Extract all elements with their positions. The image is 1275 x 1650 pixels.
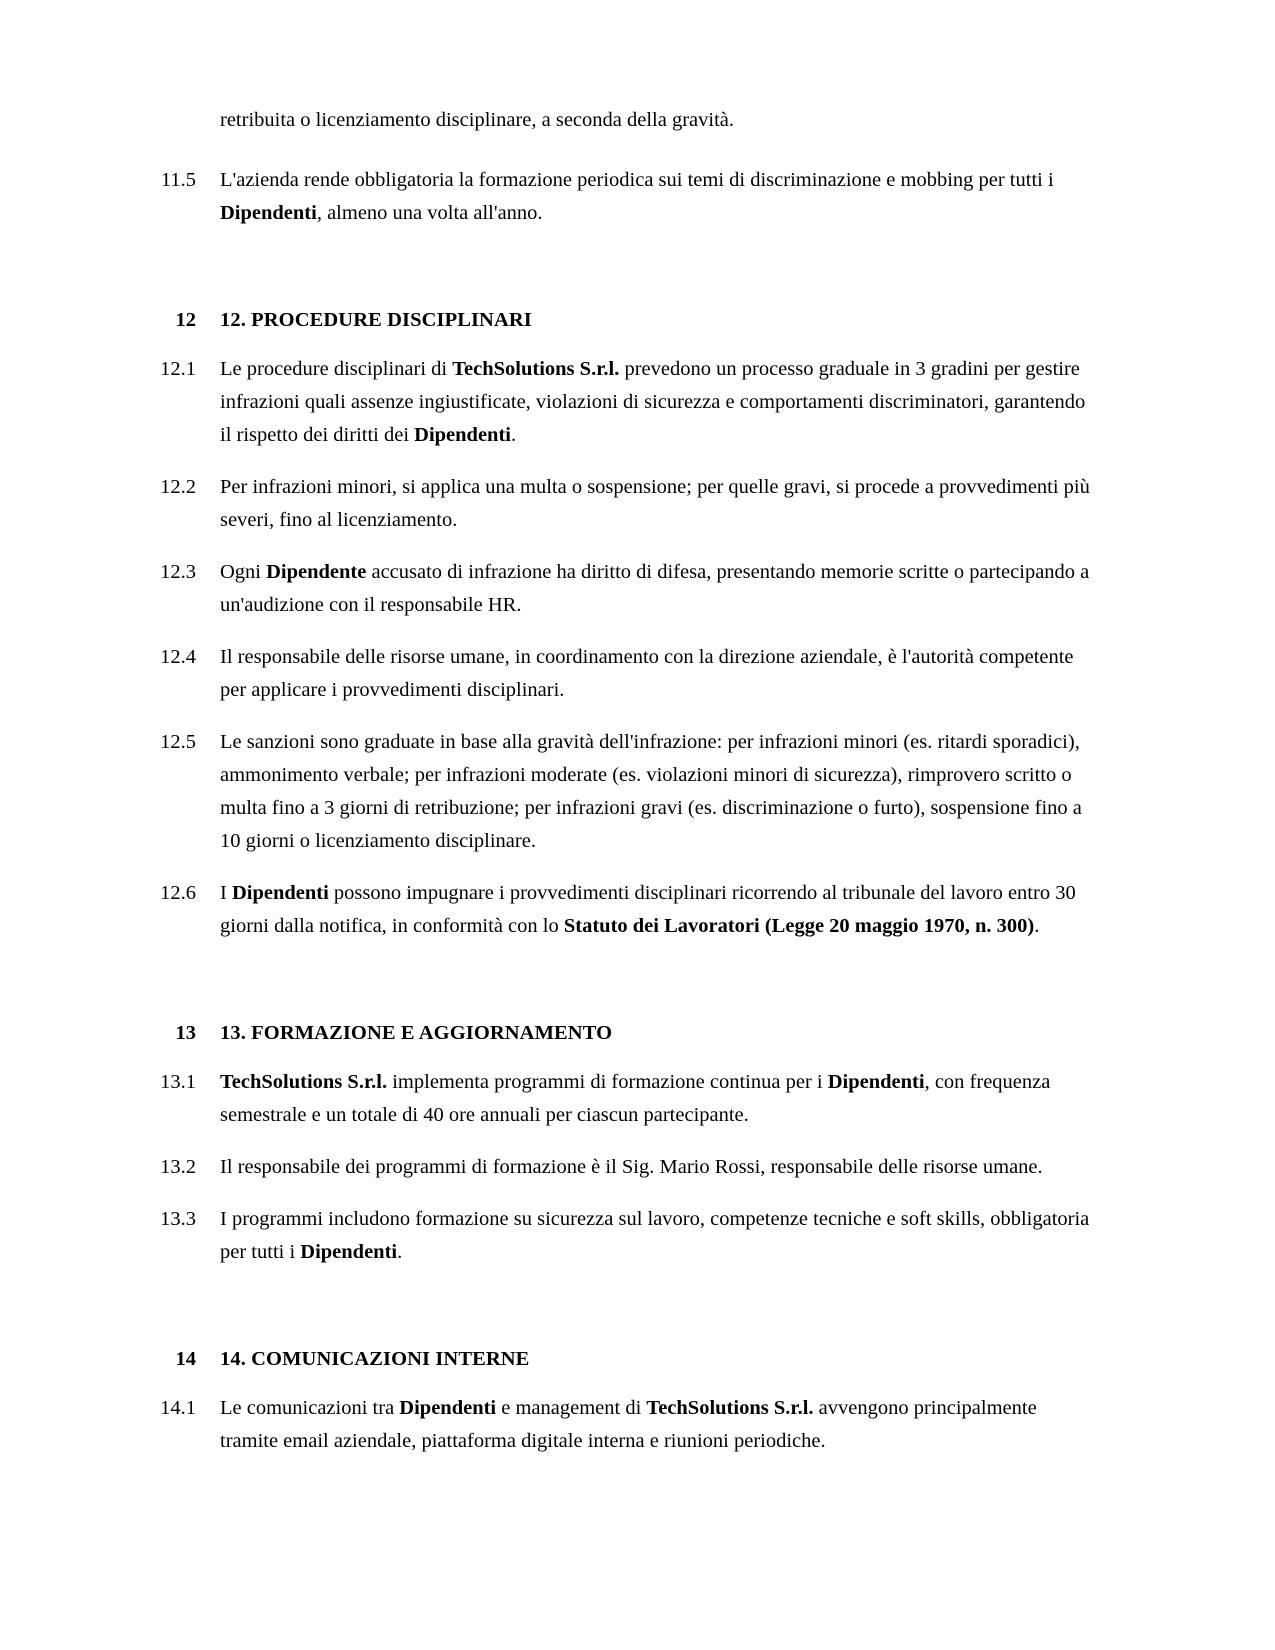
clause-item <box>134 877 1090 943</box>
clause-text <box>196 1151 1090 1184</box>
text-run: I <box>220 882 232 904</box>
text-run: L'azienda rende obbligatoria la formazione periodica sui temi di discriminazione e mobbing per tutti i <box>220 169 1054 191</box>
clause-text <box>196 1392 1090 1458</box>
clause-text <box>196 1066 1090 1132</box>
text-run: implementa programmi di formazione continua per i <box>387 1071 828 1093</box>
clause-text <box>196 641 1090 707</box>
clause-item <box>134 1066 1090 1132</box>
section-heading <box>134 305 1090 335</box>
clause-text <box>196 104 1090 137</box>
text-run: accusato di infrazione ha diritto di difesa, presentando memorie scritte o partecipando a un'audizione con il responsabile HR. <box>220 561 1090 616</box>
emphasis-term: Dipendenti <box>231 882 329 904</box>
clause-item <box>134 1203 1090 1269</box>
section-number: 14 <box>175 1348 196 1370</box>
text-run: avvengono principalmente tramite email aziendale, piattaforma digitale interna e riunioni periodiche. <box>220 1397 1037 1452</box>
clause-item <box>134 726 1090 858</box>
clause-number: 12.2 <box>160 476 196 498</box>
clause-text <box>196 877 1090 943</box>
section-spacer <box>134 1288 1090 1344</box>
clause-item <box>134 1392 1090 1458</box>
clause-item <box>134 164 1090 230</box>
section-title: 12. PROCEDURE DISCIPLINARI <box>220 309 532 331</box>
emphasis-term: Dipendenti <box>827 1071 925 1093</box>
clause-item <box>134 353 1090 452</box>
clause-text <box>196 353 1090 452</box>
text-run: . <box>1034 915 1040 937</box>
text-run: Le sanzioni sono graduate in base alla gravità dell'infrazione: per infrazioni minori (es. ritardi sporadici), ammonimento verbale; per infrazioni moderate (es. violazioni minori di sicurezza), rimprovero scritto o multa fino a 3 giorni di retribuzione; per infrazioni gravi (es. discriminazione o furto), sospensione fino a 10 giorni o licenziamento disciplinare. <box>220 731 1082 852</box>
text-run: Per infrazioni minori, si applica una multa o sospensione; per quelle gravi, si procede a provvedimenti più severi, fino al licenziamento. <box>220 476 1090 531</box>
emphasis-term: TechSolutions S.r.l. <box>646 1397 814 1419</box>
clause-number: 13.1 <box>160 1071 196 1093</box>
section-heading <box>134 1344 1090 1374</box>
section-title: 14. COMUNICAZIONI INTERNE <box>220 1348 530 1370</box>
clause-number: 11.5 <box>160 169 196 191</box>
clause-number: 12.5 <box>160 731 196 753</box>
emphasis-term: Statuto dei Lavoratori (Legge 20 maggio 1970, n. 300) <box>563 915 1035 937</box>
text-run: I programmi includono formazione su sicurezza sul lavoro, competenze tecniche e soft skills, obbligatoria per tutti i <box>220 1208 1090 1263</box>
clause-text <box>196 164 1090 230</box>
section-spacer <box>134 962 1090 1018</box>
emphasis-term: Dipendenti <box>399 1397 497 1419</box>
clause-text <box>196 471 1090 537</box>
section-title: 13. FORMAZIONE E AGGIORNAMENTO <box>220 1022 613 1044</box>
text-run: retribuita o licenziamento disciplinare, a seconda della gravità. <box>220 109 734 131</box>
emphasis-term: Dipendenti <box>220 202 317 224</box>
clause-number: 12.6 <box>160 882 196 904</box>
text-run: . <box>397 1241 403 1263</box>
emphasis-term: Dipendenti <box>300 1241 398 1263</box>
emphasis-term: Dipendente <box>266 561 367 583</box>
emphasis-term: TechSolutions S.r.l. <box>220 1071 388 1093</box>
clause-number: 12.1 <box>160 358 196 380</box>
clause-number: 13.2 <box>160 1156 196 1178</box>
clause-number: 12.3 <box>160 561 196 583</box>
text-run: Il responsabile dei programmi di formazione è il Sig. Mario Rossi, responsabile delle risorse umane. <box>220 1156 1043 1178</box>
clause-number: 13.3 <box>160 1208 196 1230</box>
clause-number: 14.1 <box>160 1397 196 1419</box>
text-run: e management di <box>496 1397 647 1419</box>
emphasis-term: TechSolutions S.r.l. <box>452 358 620 380</box>
document-body <box>134 104 1090 1458</box>
clause-item <box>134 1151 1090 1184</box>
text-run: Le procedure disciplinari di <box>220 358 453 380</box>
text-run: Ogni <box>220 561 267 583</box>
text-run: , almeno una volta all'anno. <box>316 202 543 224</box>
text-run: prevedono un processo graduale in 3 gradini per gestire infrazioni quali assenze ingiustificate, violazioni di sicurezza e comportamenti discriminatori, garantendo il rispetto dei diritti dei <box>220 358 1086 446</box>
clause-item <box>134 641 1090 707</box>
section-number: 12 <box>175 309 196 331</box>
text-run: Le comunicazioni tra <box>220 1397 400 1419</box>
emphasis-term: Dipendenti <box>414 424 511 446</box>
text-run: . <box>510 424 517 446</box>
clause-continuation <box>134 104 1090 137</box>
clause-text <box>196 726 1090 858</box>
clause-text <box>196 1203 1090 1269</box>
text-run: possono impugnare i provvedimenti disciplinari ricorrendo al tribunale del lavoro entro 30 giorni dalla notifica, in conformità con lo <box>220 882 1076 937</box>
text-run: , con frequenza semestrale e un totale di 40 ore annuali per ciascun partecipante. <box>220 1071 1051 1126</box>
clause-number: 12.4 <box>160 646 196 668</box>
section-spacer <box>134 249 1090 305</box>
clause-item <box>134 556 1090 622</box>
section-number: 13 <box>175 1022 196 1044</box>
clause-text <box>196 556 1090 622</box>
section-heading <box>134 1018 1090 1048</box>
clause-item <box>134 471 1090 537</box>
text-run: Il responsabile delle risorse umane, in coordinamento con la direzione aziendale, è l'autorità competente per applicare i provvedimenti disciplinari. <box>220 646 1074 701</box>
